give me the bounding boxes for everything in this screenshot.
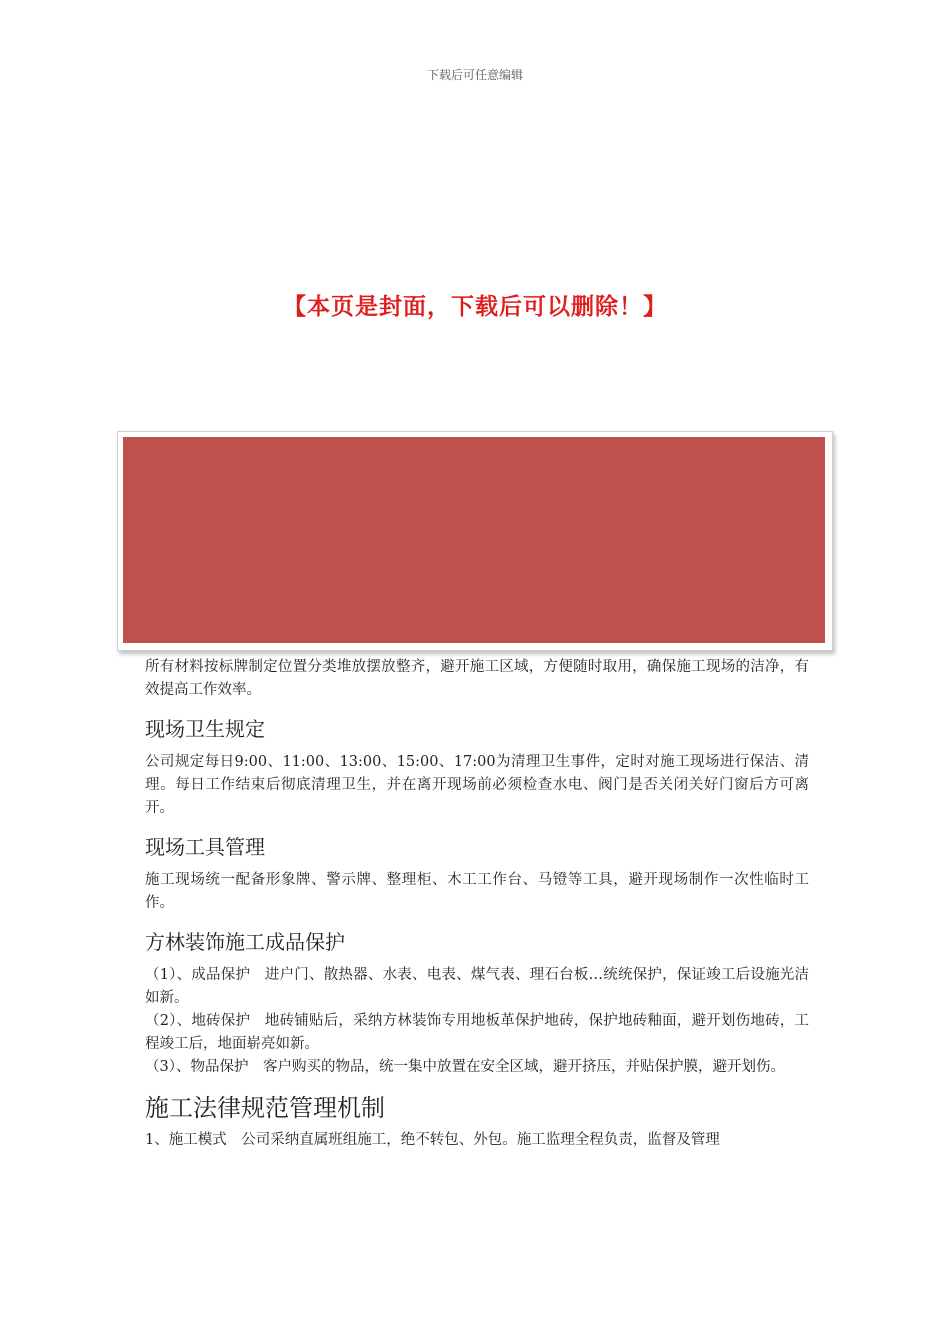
cover-banner: 【本页是封面，下载后可以删除！】 xyxy=(283,293,667,320)
protection-item-2: （2）、地砖保护 地砖铺贴后，采纳方林装饰专用地板革保护地砖，保护地砖釉面，避开划伤地砖，工程竣工后，地面崭亮如新。 xyxy=(145,1013,809,1052)
heading-hygiene: 现场卫生规定 xyxy=(145,717,265,741)
header-note: 下载后可任意编辑 xyxy=(426,68,523,82)
cover-image-frame xyxy=(117,431,833,651)
cover-image-placeholder xyxy=(123,437,825,643)
intro-paragraph: 所有材料按标牌制定位置分类堆放摆放整齐，避开施工区域，方便随时取用，确保施工现场的洁净，有效提高工作效率。 xyxy=(145,659,809,698)
heading-legal: 施工法律规范管理机制 xyxy=(145,1094,385,1122)
heading-tools: 现场工具管理 xyxy=(145,835,265,859)
heading-protection: 方林装饰施工成品保护 xyxy=(145,930,345,954)
tools-paragraph: 施工现场统一配备形象牌、警示牌、整理柜、木工工作台、马镫等工具，避开现场制作一次性临时工作。 xyxy=(145,872,809,911)
hygiene-paragraph: 公司规定每日9:00、11:00、13:00、15:00、17:00为清理卫生事件，定时对施工现场进行保洁、清理。每日工作结束后彻底清理卫生，并在离开现场前必须检查水电、阀门是否关闭关好门窗后方可离开。 xyxy=(145,754,809,816)
protection-item-3: （3）、物品保护 客户购买的物品，统一集中放置在安全区域，避开挤压，并贴保护膜，避开划伤。 xyxy=(145,1059,785,1075)
document-body xyxy=(145,656,809,1152)
protection-item-1: （1）、成品保护 进户门、散热器、水表、电表、煤气表、理石台板…统统保护，保证竣工后设施光洁如新。 xyxy=(145,967,809,1006)
legal-paragraph: 1、施工模式 公司采纳直属班组施工，绝不转包、外包。施工监理全程负责，监督及管理 xyxy=(145,1132,720,1148)
